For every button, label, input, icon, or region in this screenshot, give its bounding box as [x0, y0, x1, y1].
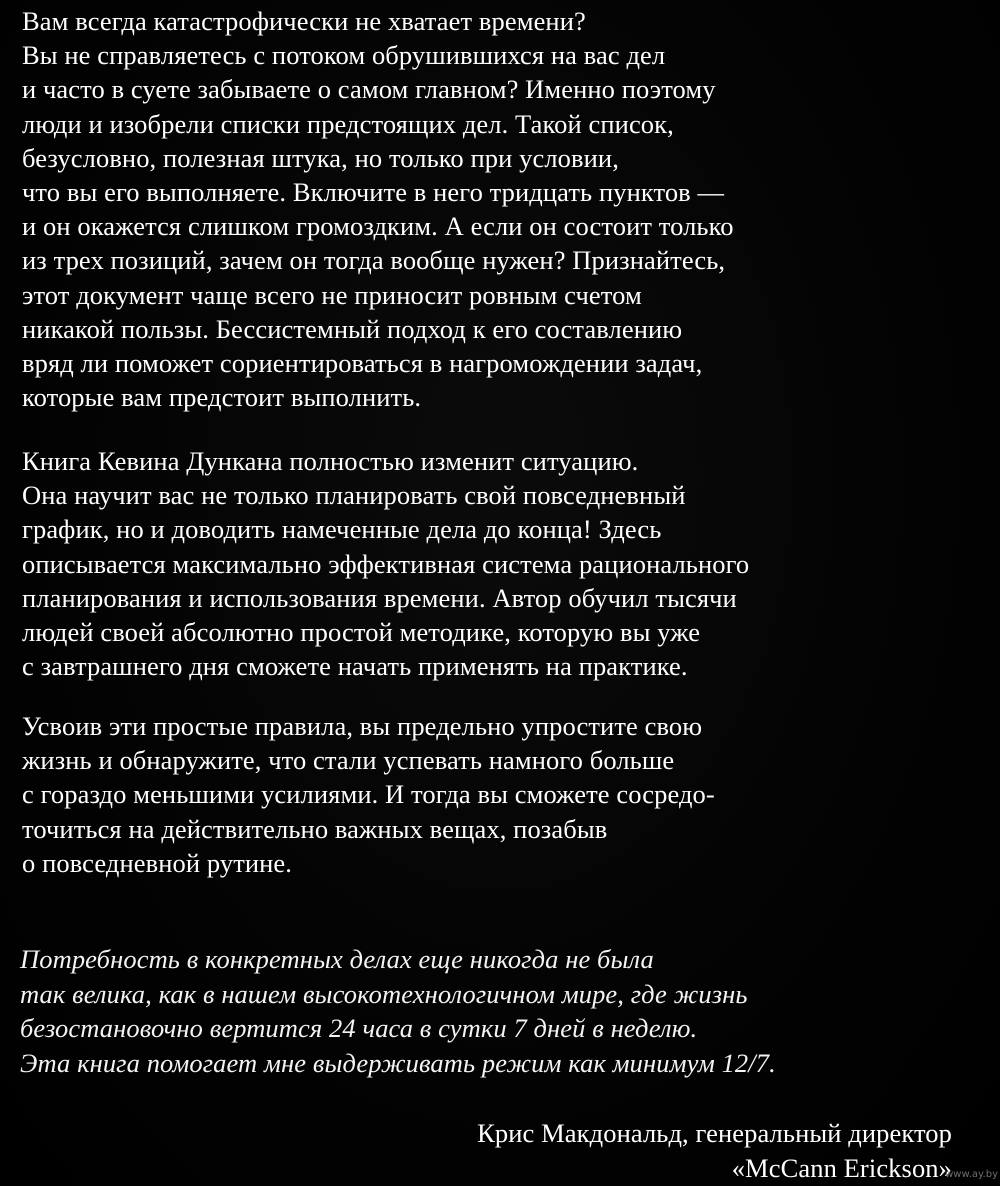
text-line: Усвоив эти простые правила, вы предельно упростите свою: [22, 711, 703, 741]
text-line: планирования и использования времени. Автор обучил тысячи: [22, 582, 737, 613]
endorsement-quote: [20, 942, 776, 1080]
text-line: из трех позиций, зачем он тогда вообще нужен? Признайтесь,: [22, 245, 726, 276]
text-line: люди и изобрели списки предстоящих дел. Такой список,: [22, 108, 674, 139]
text-line: о повседневной рутине.: [22, 847, 293, 878]
quote-attribution: [477, 1116, 952, 1185]
paragraph-intro: [22, 4, 734, 414]
text-line: описывается максимально эффективная система рационального: [22, 548, 750, 579]
text-line: Вам всегда катастрофически не хватает времени?: [22, 6, 586, 36]
text-line: вряд ли поможет сориентироваться в нагромождении задач,: [22, 348, 703, 379]
attribution-company: «McCann Erickson»: [731, 1152, 952, 1183]
quote-line: Эта книга помогает мне выдерживать режим как минимум 12/7.: [20, 1047, 776, 1078]
text-line: с гораздо меньшими усилиями. И тогда вы сможете сосредо-: [22, 779, 715, 810]
attribution-name: Крис Макдональд, генеральный директор: [477, 1118, 952, 1148]
text-line: никакой пользы. Бессистемный подход к его составлению: [22, 313, 683, 344]
text-line: которые вам предстоит выполнить.: [22, 382, 422, 413]
text-line: с завтрашнего дня сможете начать применять на практике.: [22, 651, 688, 682]
text-line: и он окажется слишком громоздким. А если он состоит только: [22, 211, 734, 242]
text-line: что вы его выполняете. Включите в него тридцать пунктов —: [22, 177, 725, 208]
text-line: безусловно, полезная штука, но только при условии,: [22, 142, 619, 173]
quote-line: так велика, как в нашем высокотехнологичном мире, где жизнь: [20, 978, 748, 1009]
text-line: Вы не справляетесь с потоком обрушившихся на вас дел: [22, 40, 666, 71]
paragraph-book-description: [22, 444, 749, 683]
paragraph-benefits: [22, 709, 715, 880]
quote-line: безостановочно вертится 24 часа в сутки 7 дней в неделю.: [20, 1013, 698, 1043]
text-line: Она научит вас не только планировать свой повседневный: [22, 480, 686, 511]
text-line: точиться на действительно важных вещах, позабыв: [22, 813, 608, 844]
text-line: и часто в суете забываете о самом главном? Именно поэтому: [22, 74, 716, 105]
text-line: этот документ чаще всего не приносит ровным счетом: [22, 279, 642, 310]
watermark: www.ay.by: [945, 1169, 998, 1180]
text-line: людей своей абсолютно простой методике, которую вы уже: [22, 617, 701, 648]
text-line: жизнь и обнаружите, что стали успевать намного больше: [22, 745, 675, 776]
text-line: график, но и доводить намеченные дела до конца! Здесь: [22, 514, 662, 545]
quote-line: Потребность в конкретных делах еще никогда не была: [20, 944, 654, 974]
text-line: Книга Кевина Дункана полностью изменит ситуацию.: [22, 446, 639, 476]
